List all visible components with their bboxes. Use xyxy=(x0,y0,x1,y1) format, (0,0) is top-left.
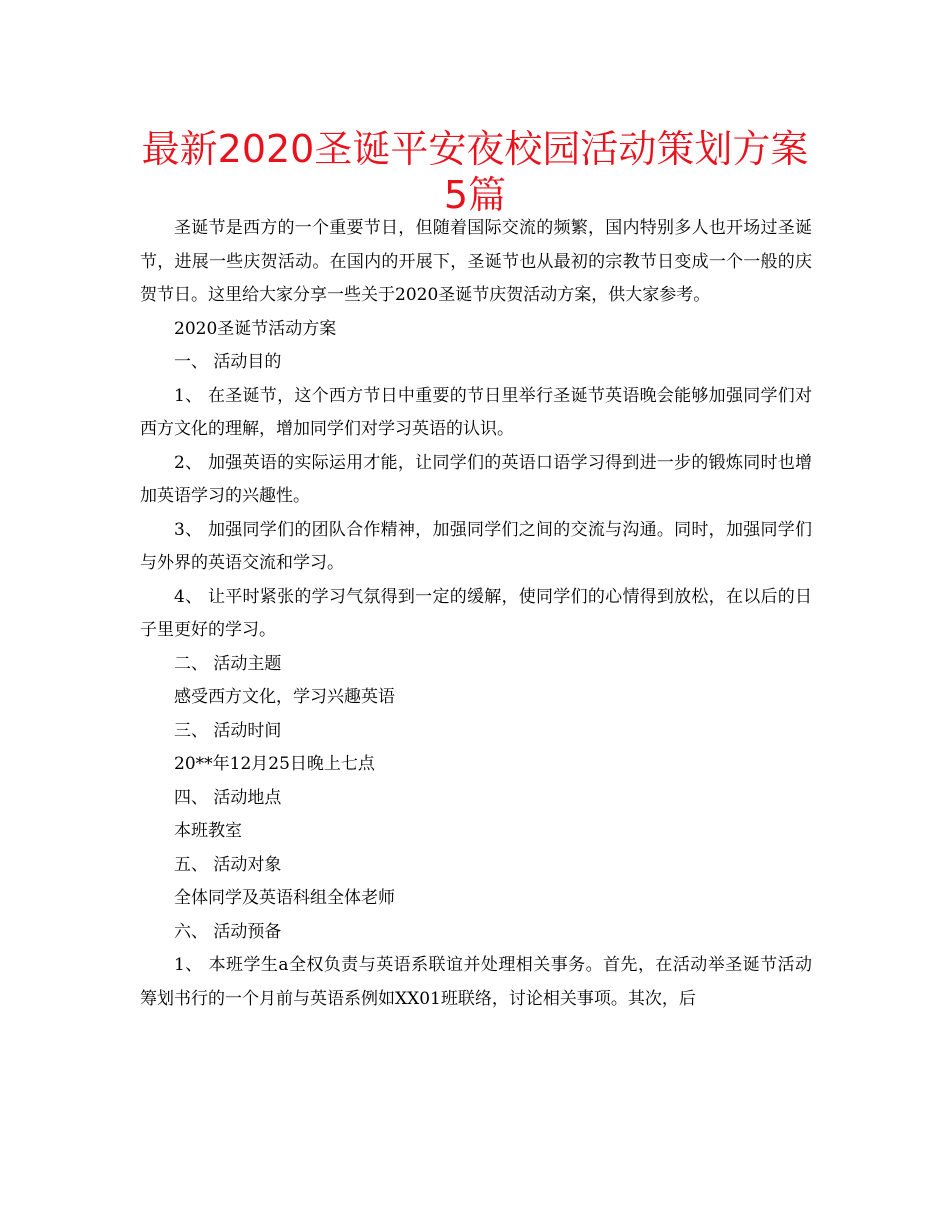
section-heading-purpose: 一、 活动目的 xyxy=(174,352,282,372)
section-heading-location: 四、 活动地点 xyxy=(174,787,282,808)
audience-text: 全体同学及英语科组全体老师 xyxy=(174,888,395,908)
purpose-item-4: 4、 让平时紧张的学习气氛得到一定的缓解，使同学们的心情得到放松，在以后的日子里更好的学习。 xyxy=(140,586,812,640)
plan-heading: 2020圣诞节活动方案 xyxy=(174,318,337,339)
section-heading-time: 三、 活动时间 xyxy=(174,720,282,741)
purpose-item-1: 1、 在圣诞节，这个西方节日中重要的节日里举行圣诞节英语晚会能够加强同学们对西方文化的理解，增加同学们对学习英语的认识。 xyxy=(140,385,812,439)
preparation-item-1: 1、 本班学生a全权负责与英语系联谊并处理相关事务。首先，在活动举圣诞节活动筹划书行的一个月前与英语系例如XX01班联络，讨论相关事项。其次，后 xyxy=(140,955,812,1009)
purpose-item-3: 3、 加强同学们的团队合作精神，加强同学们之间的交流与沟通。同时，加强同学们与外界的英语交流和学习。 xyxy=(140,519,812,573)
section-heading-theme: 二、 活动主题 xyxy=(174,653,282,674)
document-body xyxy=(140,212,812,1016)
theme-text: 感受西方文化，学习兴趣英语 xyxy=(174,687,395,707)
location-text: 本班教室 xyxy=(174,821,242,841)
time-text: 20**年12月25日晚上七点 xyxy=(174,754,375,774)
purpose-item-2: 2、 加强英语的实际运用才能，让同学们的英语口语学习得到进一步的锻炼同时也增加英语学习的兴趣性。 xyxy=(140,452,812,506)
document-title: 最新2020圣诞平安夜校园活动策划方案5篇 xyxy=(141,127,809,217)
section-heading-preparation: 六、 活动预备 xyxy=(174,921,282,942)
section-heading-audience: 五、 活动对象 xyxy=(174,854,282,875)
intro-paragraph: 圣诞节是西方的一个重要节日，但随着国际交流的频繁，国内特别多人也开场过圣诞节，进展一些庆贺活动。在国内的开展下，圣诞节也从最初的宗教节日变成一个一般的庆贺节日。这里给大家分享一些关于2020圣诞节庆贺活动方案，供大家参考。 xyxy=(140,218,812,305)
